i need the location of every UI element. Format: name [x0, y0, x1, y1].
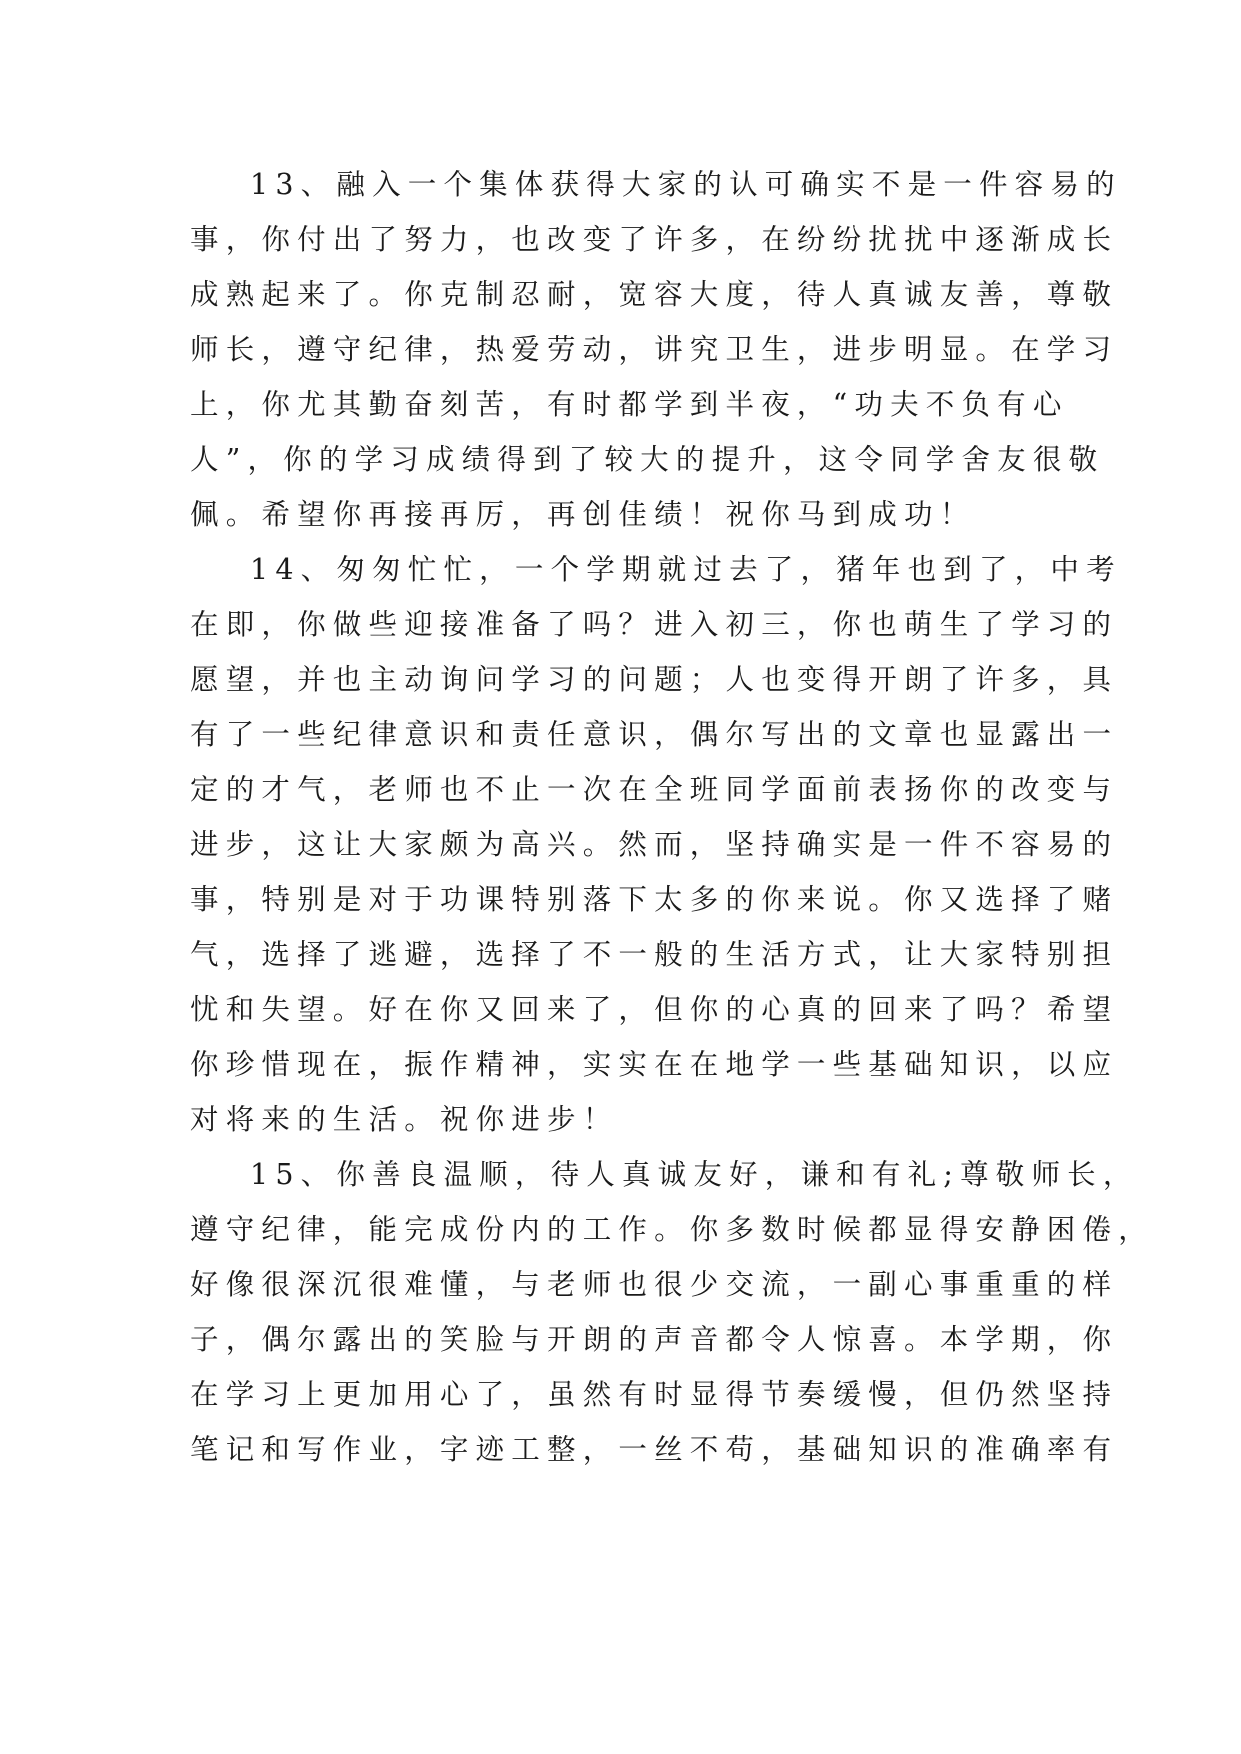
text-line: 气，选择了逃避，选择了不一般的生活方式，让大家特别担: [190, 938, 1119, 971]
text-line: 15、你善良温顺，待人真诚友好，谦和有礼;尊敬师长，: [250, 1158, 1139, 1191]
paragraph-15: [190, 1147, 1154, 1477]
text-line: 你珍惜现在，振作精神，实实在在地学一些基础知识，以应: [190, 1048, 1119, 1081]
text-line: 有了一些纪律意识和责任意识，偶尔写出的文章也显露出一: [190, 718, 1119, 751]
paragraph-14: [190, 542, 1122, 1147]
text-line: 佩。希望你再接再厉，再创佳绩！祝你马到成功！: [190, 498, 976, 531]
document-body: [190, 157, 1154, 1477]
text-line: 在学习上更加用心了，虽然有时显得节奏缓慢，但仍然坚持: [190, 1378, 1119, 1411]
text-line: 事，你付出了努力，也改变了许多，在纷纷扰扰中逐渐成长: [190, 223, 1119, 256]
text-line: 上，你尤其勤奋刻苦，有时都学到半夜，“功夫不负有心: [190, 388, 1069, 421]
text-line: 事，特别是对于功课特别落下太多的你来说。你又选择了赌: [190, 883, 1119, 916]
text-line: 14、匆匆忙忙，一个学期就过去了，猪年也到了，中考: [250, 553, 1122, 586]
text-line: 13、融入一个集体获得大家的认可确实不是一件容易的: [250, 168, 1122, 201]
text-line: 师长，遵守纪律，热爱劳动，讲究卫生，进步明显。在学习: [190, 333, 1119, 366]
text-line: 子，偶尔露出的笑脸与开朗的声音都令人惊喜。本学期，你: [190, 1323, 1119, 1356]
text-line: 愿望，并也主动询问学习的问题；人也变得开朗了许多，具: [190, 663, 1119, 696]
text-line: 成熟起来了。你克制忍耐，宽容大度，待人真诚友善，尊敬: [190, 278, 1119, 311]
paragraph-13: [190, 157, 1122, 542]
text-line: 好像很深沉很难懂，与老师也很少交流，一副心事重重的样: [190, 1268, 1119, 1301]
text-line: 笔记和写作业，字迹工整，一丝不苟，基础知识的准确率有: [190, 1433, 1119, 1466]
text-line: 在即，你做些迎接准备了吗？进入初三，你也萌生了学习的: [190, 608, 1119, 641]
text-line: 忧和失望。好在你又回来了，但你的心真的回来了吗？希望: [190, 993, 1119, 1026]
text-line: 对将来的生活。祝你进步！: [190, 1103, 619, 1136]
text-line: 人”，你的学习成绩得到了较大的提升，这令同学舍友很敬: [190, 443, 1105, 476]
text-line: 定的才气，老师也不止一次在全班同学面前表扬你的改变与: [190, 773, 1119, 806]
text-line: 进步，这让大家颇为高兴。然而，坚持确实是一件不容易的: [190, 828, 1119, 861]
text-line: 遵守纪律，能完成份内的工作。你多数时候都显得安静困倦，: [190, 1213, 1154, 1246]
